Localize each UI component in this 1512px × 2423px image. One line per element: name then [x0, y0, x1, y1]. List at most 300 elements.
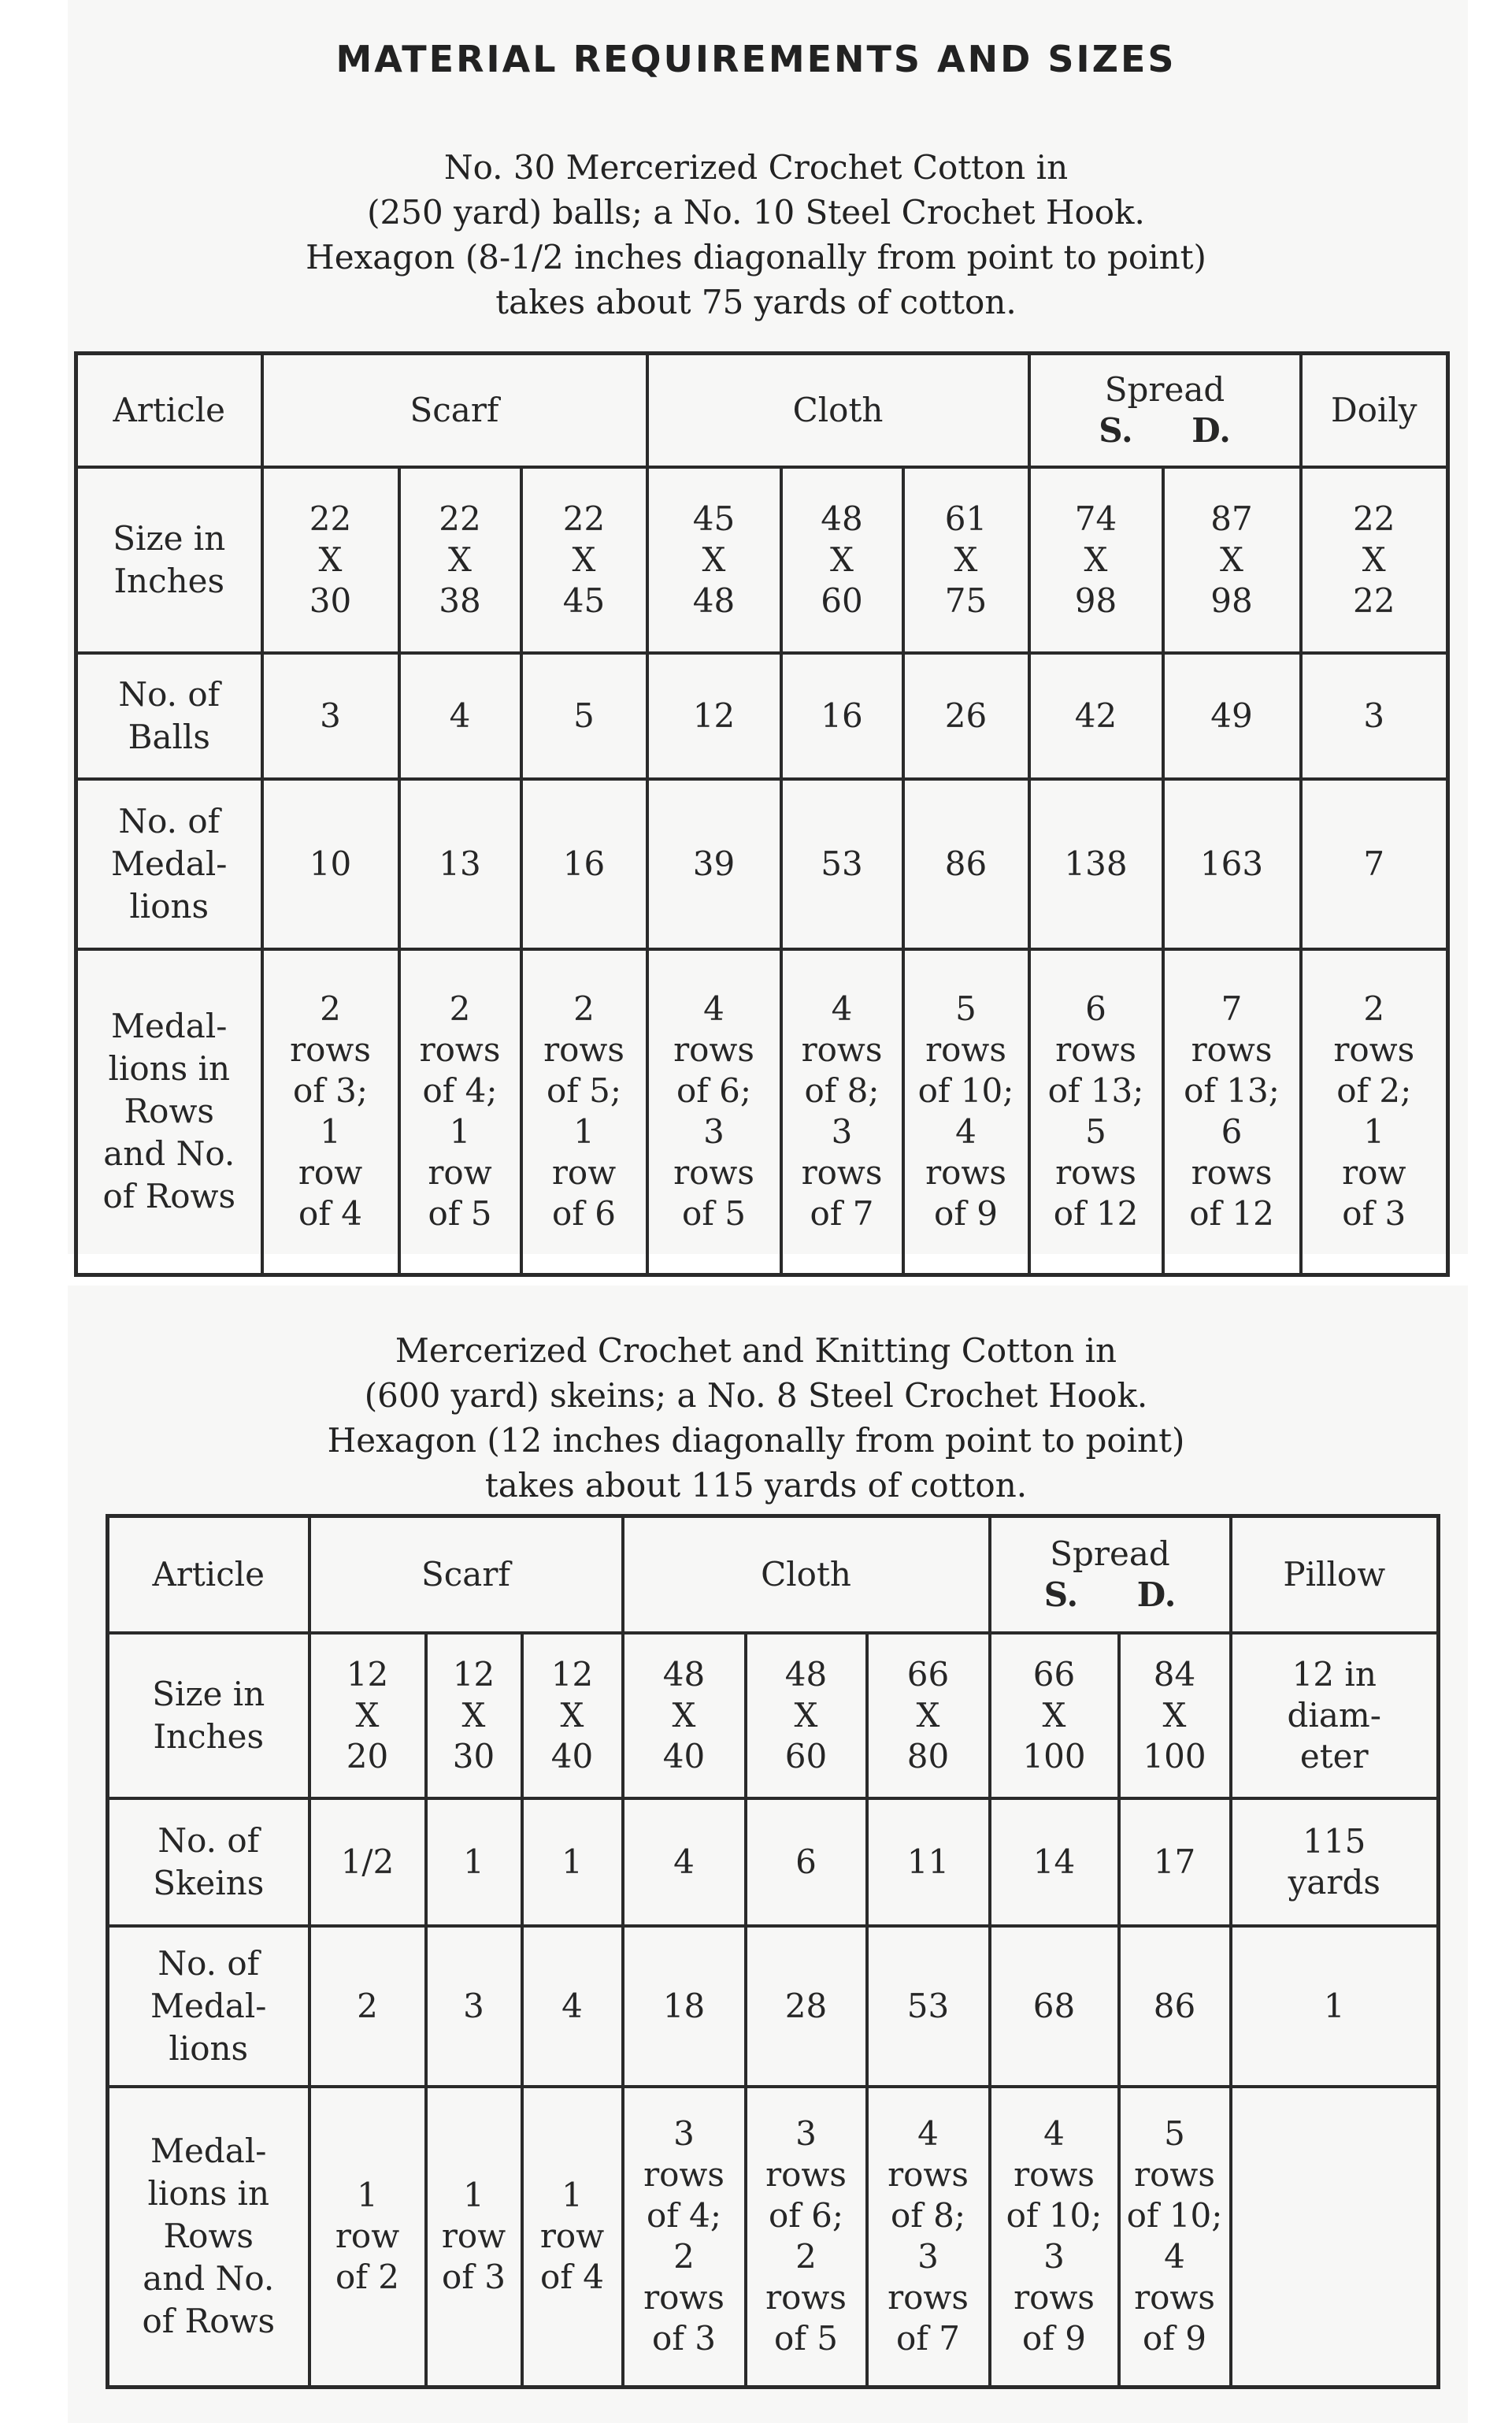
cell-line: 4 [1043, 2114, 1065, 2154]
row-label-line: of Rows [142, 2302, 276, 2341]
value-cell [426, 1926, 522, 2087]
cell-line: 1 [320, 1112, 341, 1152]
cell-line: of 6; [768, 2196, 844, 2236]
cell-line: X [830, 540, 854, 579]
cell-line: of 12 [1053, 1194, 1139, 1234]
value-cell [1029, 467, 1163, 653]
value-cell [781, 779, 903, 949]
intro-line: Hexagon (8-1/2 inches diagonally from point to point) [306, 238, 1206, 276]
cell-line: 3 [1043, 2237, 1065, 2276]
cell-line: 3 [795, 2114, 817, 2154]
value-cell [1119, 1633, 1231, 1798]
row-label [108, 1798, 309, 1926]
intro-line: Mercerized Crochet and Knitting Cotton in [395, 1331, 1117, 1370]
row-label-line: No. of [158, 1820, 260, 1860]
row-label-line: Medal- [111, 1007, 228, 1046]
cell-line: X [702, 540, 726, 579]
cloth-header: Cloth [623, 1516, 990, 1633]
cell-line: of 4; [422, 1071, 498, 1111]
article-header: Article [76, 354, 262, 467]
cell-line: rows [673, 1030, 754, 1070]
cell-line: 10 [309, 844, 352, 883]
value-cell [262, 467, 399, 653]
cell-line: 2 [673, 2237, 695, 2276]
row-label [108, 1633, 309, 1798]
value-cell [647, 653, 781, 779]
cell-line: 86 [1153, 1986, 1196, 2025]
cell-line: X [1162, 1695, 1187, 1735]
value-cell [521, 653, 647, 779]
cell-line: diam- [1287, 1695, 1381, 1735]
cell-line: rows [888, 2155, 969, 2195]
value-cell [1029, 653, 1163, 779]
value-cell [309, 2087, 426, 2388]
cell-line: 2 [573, 989, 595, 1029]
value-cell [647, 779, 781, 949]
cell-line: rows [419, 1030, 501, 1070]
value-cell [426, 1633, 522, 1798]
cell-line: of 4 [540, 2258, 604, 2297]
cell-line: 6 [1085, 989, 1106, 1029]
cell-line: 86 [944, 844, 988, 883]
quantity-row [76, 653, 1448, 779]
cell-line: X [916, 1695, 940, 1735]
cell-line: X [1042, 1695, 1066, 1735]
cell-line: rows [765, 2155, 847, 2195]
row-label-line: Skeins [153, 1863, 265, 1902]
cell-line: 13 [439, 844, 481, 883]
cell-line: 22 [562, 499, 606, 538]
row-label [76, 653, 262, 779]
value-cell [781, 653, 903, 779]
value-cell [1301, 653, 1448, 779]
cell-line: rows [643, 2155, 724, 2195]
cell-line: 84 [1153, 1654, 1196, 1694]
cell-line: 4 [449, 696, 471, 735]
cell-line: row [441, 2217, 506, 2256]
cell-line: of 9 [1022, 2319, 1086, 2358]
row-label-line: Medal- [150, 2132, 267, 2171]
cell-line: 18 [662, 1986, 706, 2025]
cell-line: 26 [944, 696, 988, 735]
cell-line: 138 [1064, 844, 1128, 883]
cell-line: of 4 [298, 1194, 362, 1234]
cell-line: of 4; [646, 2196, 722, 2236]
cloth-header: Cloth [647, 354, 1029, 467]
spread-header [990, 1516, 1231, 1633]
header-row [76, 354, 1448, 467]
row-label-line: Size in [152, 1674, 265, 1713]
value-cell [309, 1633, 426, 1798]
scarf-header: Scarf [262, 354, 647, 467]
value-cell [1119, 1798, 1231, 1926]
value-cell [903, 467, 1029, 653]
cell-line: 1 [573, 1112, 595, 1152]
medallions-row [76, 779, 1448, 949]
cell-line: 16 [562, 844, 606, 883]
cell-line: X [1362, 540, 1386, 579]
cell-line: 115 [1303, 1821, 1366, 1861]
article-header: Article [108, 1516, 309, 1633]
row-label-line: Rows [163, 2217, 254, 2256]
cell-line: of 5 [428, 1194, 492, 1234]
cell-line: 74 [1074, 499, 1117, 538]
cell-line: 87 [1210, 499, 1253, 538]
cell-line: 66 [1032, 1654, 1076, 1694]
row-label-line: Medal- [150, 1986, 267, 2025]
value-cell [426, 2087, 522, 2388]
cell-line: 1 [357, 2176, 378, 2215]
cell-line: X [794, 1695, 818, 1735]
value-cell [1301, 467, 1448, 653]
cell-line: 4 [703, 989, 724, 1029]
cell-line: 22 [309, 499, 352, 538]
row-label-line: lions in [108, 1049, 231, 1089]
cell-line: 7 [1221, 989, 1243, 1029]
value-cell [426, 1798, 522, 1926]
cell-line: 100 [1143, 1736, 1206, 1776]
value-cell [522, 1633, 623, 1798]
pillow-header: Pillow [1231, 1516, 1439, 1633]
cell-line: of 2; [1336, 1071, 1412, 1111]
cell-line: yards [1288, 1862, 1380, 1902]
cell-line: 42 [1074, 696, 1117, 735]
cell-line: of 13; [1047, 1071, 1144, 1111]
value-cell [399, 467, 521, 653]
value-cell [399, 653, 521, 779]
cell-line: of 10; [1006, 2196, 1102, 2236]
cell-line: 39 [692, 844, 736, 883]
value-cell [1231, 1633, 1439, 1798]
cell-line: 11 [906, 1842, 950, 1881]
cell-line: 30 [452, 1736, 495, 1776]
cell-line: 40 [550, 1736, 594, 1776]
cell-line: 22 [1353, 499, 1395, 538]
cell-line: of 3 [1342, 1194, 1406, 1234]
cell-line: 3 [703, 1112, 724, 1152]
cell-line: of 2 [335, 2258, 399, 2297]
cell-line: 28 [784, 1986, 828, 2025]
row-label-line: No. of [118, 674, 220, 714]
cell-line: X [355, 1695, 380, 1735]
cell-line: 6 [1221, 1112, 1243, 1152]
cell-line: 53 [906, 1986, 950, 2025]
spread-label: Spread [1050, 1534, 1170, 1573]
cell-line: rows [1055, 1153, 1136, 1193]
value-cell [746, 1926, 867, 2087]
cell-line: 163 [1199, 844, 1264, 883]
cell-line: 66 [906, 1654, 950, 1694]
cell-line: 12 [452, 1654, 495, 1694]
cell-line: 12 [550, 1654, 594, 1694]
cell-line: row [335, 2217, 400, 2256]
cell-line: 17 [1153, 1842, 1196, 1881]
value-cell [903, 949, 1029, 1275]
cell-line: 22 [439, 499, 481, 538]
value-cell [990, 1798, 1119, 1926]
cell-line: of 10; [1126, 2196, 1223, 2236]
row-label-line: lions [169, 2028, 249, 2068]
quantity-row [108, 1798, 1439, 1926]
rows-row [108, 2087, 1439, 2388]
cell-line: rows [1014, 2155, 1095, 2195]
cell-line: 1 [463, 2176, 484, 2215]
row-label [108, 1926, 309, 2087]
value-cell [746, 1798, 867, 1926]
cell-line: rows [643, 2278, 724, 2317]
row-label-line: and No. [143, 2259, 275, 2299]
cell-line: rows [673, 1153, 754, 1193]
cell-line: of 8; [890, 2196, 966, 2236]
cell-line: X [1220, 540, 1243, 579]
cell-line: 100 [1022, 1736, 1086, 1776]
value-cell [309, 1926, 426, 2087]
cell-line: X [1084, 540, 1108, 579]
cell-line: rows [1333, 1030, 1415, 1070]
value-cell [1163, 467, 1301, 653]
cell-line: 1 [463, 1842, 484, 1881]
cell-line: 5 [573, 696, 595, 735]
value-cell [1029, 949, 1163, 1275]
cell-line: rows [1134, 2155, 1215, 2195]
cell-line: 45 [692, 499, 736, 538]
cell-line: of 12 [1189, 1194, 1274, 1234]
value-cell [262, 949, 399, 1275]
cell-line: 6 [795, 1842, 817, 1881]
value-cell [623, 1926, 746, 2087]
cell-line: of 6 [552, 1194, 616, 1234]
cell-line: of 7 [896, 2319, 960, 2358]
cell-line: X [448, 540, 472, 579]
value-cell [522, 1926, 623, 2087]
spread-label: Spread [1104, 369, 1225, 409]
cell-line: 3 [831, 1112, 853, 1152]
spread-sub-label: S. D. [1043, 1575, 1177, 1614]
value-cell [746, 1633, 867, 1798]
cell-line: rows [543, 1030, 624, 1070]
cell-line: rows [290, 1030, 371, 1070]
cell-line: 98 [1210, 581, 1253, 620]
intro-line: takes about 75 yards of cotton. [495, 283, 1017, 321]
cell-line: 3 [917, 2237, 939, 2276]
cell-line: 2 [1363, 989, 1385, 1029]
cell-line: of 9 [1143, 2319, 1206, 2358]
row-label [76, 779, 262, 949]
cell-line: X [318, 540, 343, 579]
value-cell [903, 779, 1029, 949]
cell-line: 61 [944, 499, 988, 538]
cell-line: of 5 [682, 1194, 746, 1234]
row-label-line: Inches [113, 561, 225, 600]
value-cell [1231, 1798, 1439, 1926]
cell-line: eter [1299, 1736, 1369, 1776]
value-cell [746, 2087, 867, 2388]
cell-line: rows [801, 1153, 883, 1193]
cell-line: 2 [320, 989, 341, 1029]
value-cell [867, 1798, 990, 1926]
section1-intro [0, 145, 1512, 325]
value-cell [781, 467, 903, 653]
intro-line: Hexagon (12 inches diagonally from point to point) [327, 1421, 1185, 1460]
cell-line: 1 [449, 1112, 471, 1152]
cell-line: rows [1134, 2278, 1215, 2317]
row-label [108, 2087, 309, 2388]
cell-line: row [551, 1153, 617, 1193]
cell-line: 30 [309, 581, 352, 620]
value-cell [1163, 949, 1301, 1275]
cell-line: of 5 [774, 2319, 838, 2358]
size-row [76, 467, 1448, 653]
cell-line: of 6; [676, 1071, 752, 1111]
cell-line: 1 [561, 2176, 583, 2215]
cell-line: 16 [821, 696, 863, 735]
cell-line: 12 in [1292, 1654, 1377, 1694]
cell-line: of 10; [917, 1071, 1014, 1111]
value-cell [867, 1926, 990, 2087]
cell-line: 48 [784, 1654, 828, 1694]
cell-line: 1 [1323, 1986, 1345, 2025]
value-cell [990, 2087, 1119, 2388]
cell-line: of 9 [934, 1194, 998, 1234]
row-label-line: Medal- [111, 844, 228, 883]
cell-line: 12 [692, 696, 736, 735]
cell-line: of 5; [546, 1071, 622, 1111]
cell-line: 1 [561, 1842, 583, 1881]
intro-line: (250 yard) balls; a No. 10 Steel Crochet Hook. [367, 193, 1145, 232]
cell-line: rows [765, 2278, 847, 2317]
cell-line: 60 [784, 1736, 828, 1776]
section2-table [106, 1514, 1440, 2389]
cell-line: 40 [662, 1736, 706, 1776]
cell-line: of 3; [292, 1071, 369, 1111]
cell-line: 2 [449, 989, 471, 1029]
cell-line: X [461, 1695, 486, 1735]
rows-row [76, 949, 1448, 1275]
cell-line: 1/2 [340, 1842, 395, 1881]
cell-line: 48 [821, 499, 863, 538]
cell-line: 4 [917, 2114, 939, 2154]
value-cell [521, 779, 647, 949]
section2-intro [0, 1328, 1512, 1508]
cell-line: row [1342, 1153, 1406, 1193]
value-cell [1163, 779, 1301, 949]
cell-line: 4 [673, 1842, 695, 1881]
cell-line: of 3 [442, 2258, 506, 2297]
value-cell [1301, 779, 1448, 949]
value-cell [1231, 1926, 1439, 2087]
cell-line: 3 [463, 1986, 484, 2025]
cell-line: 3 [673, 2114, 695, 2154]
cell-line: rows [925, 1030, 1006, 1070]
value-cell [623, 1798, 746, 1926]
cell-line: rows [925, 1153, 1006, 1193]
value-cell [1231, 2087, 1439, 2388]
row-label-line: Balls [128, 717, 210, 756]
cell-line: 68 [1032, 1986, 1076, 2025]
section1-table [74, 351, 1450, 1277]
intro-line: takes about 115 yards of cotton. [484, 1466, 1028, 1505]
header-row [108, 1516, 1439, 1633]
value-cell [309, 1798, 426, 1926]
row-label-line: Inches [153, 1716, 265, 1756]
cell-line: 4 [1164, 2237, 1185, 2276]
value-cell [647, 467, 781, 653]
cell-line: 3 [1363, 696, 1385, 735]
value-cell [1119, 1926, 1231, 2087]
cell-line: of 3 [652, 2319, 716, 2358]
cell-line: rows [1191, 1153, 1273, 1193]
cell-line: 4 [561, 1986, 583, 2025]
cell-line: 4 [955, 1112, 976, 1152]
value-cell [903, 653, 1029, 779]
cell-line: 48 [692, 581, 736, 620]
value-cell [1029, 779, 1163, 949]
cell-line: 2 [357, 1986, 378, 2025]
value-cell [647, 949, 781, 1275]
spread-header [1029, 354, 1301, 467]
cell-line: 38 [439, 581, 481, 620]
intro-line: No. 30 Mercerized Crochet Cotton in [443, 148, 1069, 187]
value-cell [262, 779, 399, 949]
cell-line: 98 [1074, 581, 1117, 620]
value-cell [399, 779, 521, 949]
cell-line: X [560, 1695, 584, 1735]
value-cell [522, 2087, 623, 2388]
value-cell [522, 1798, 623, 1926]
cell-line: of 8; [804, 1071, 880, 1111]
row-label-line: Rows [124, 1092, 214, 1131]
cell-line: rows [1055, 1030, 1136, 1070]
cell-line: rows [1014, 2278, 1095, 2317]
cell-line: 4 [831, 989, 853, 1029]
row-label-line: and No. [103, 1134, 235, 1174]
cell-line: X [672, 1695, 696, 1735]
row-label-line: Size in [113, 518, 226, 558]
cell-line: of 13; [1184, 1071, 1280, 1111]
row-label [76, 467, 262, 653]
value-cell [623, 1633, 746, 1798]
value-cell [867, 1633, 990, 1798]
cell-line: 60 [821, 581, 863, 620]
row-label-line: No. of [158, 1943, 260, 1983]
cell-line: 2 [795, 2237, 817, 2276]
spread-sub-label: S. D. [1099, 410, 1231, 450]
cell-line: row [428, 1153, 492, 1193]
cell-line: 5 [1085, 1112, 1106, 1152]
doily-header: Doily [1301, 354, 1448, 467]
cell-line: 22 [1353, 581, 1395, 620]
value-cell [1301, 949, 1448, 1275]
value-cell [623, 2087, 746, 2388]
cell-line: 49 [1210, 696, 1253, 735]
cell-line: rows [888, 2278, 969, 2317]
row-label-line: lions in [147, 2174, 270, 2213]
cell-line: 5 [955, 989, 976, 1029]
row-label-line: No. of [118, 801, 220, 840]
intro-line: (600 yard) skeins; a No. 8 Steel Crochet Hook. [364, 1376, 1148, 1415]
cell-line: row [298, 1153, 363, 1193]
cell-line: 14 [1032, 1842, 1076, 1881]
cell-line: 48 [662, 1654, 706, 1694]
cell-line: 3 [320, 696, 341, 735]
cell-line: X [572, 540, 596, 579]
value-cell [867, 2087, 990, 2388]
row-label-line: of Rows [102, 1177, 236, 1216]
value-cell [1119, 2087, 1231, 2388]
value-cell [262, 653, 399, 779]
value-cell [990, 1633, 1119, 1798]
value-cell [399, 949, 521, 1275]
